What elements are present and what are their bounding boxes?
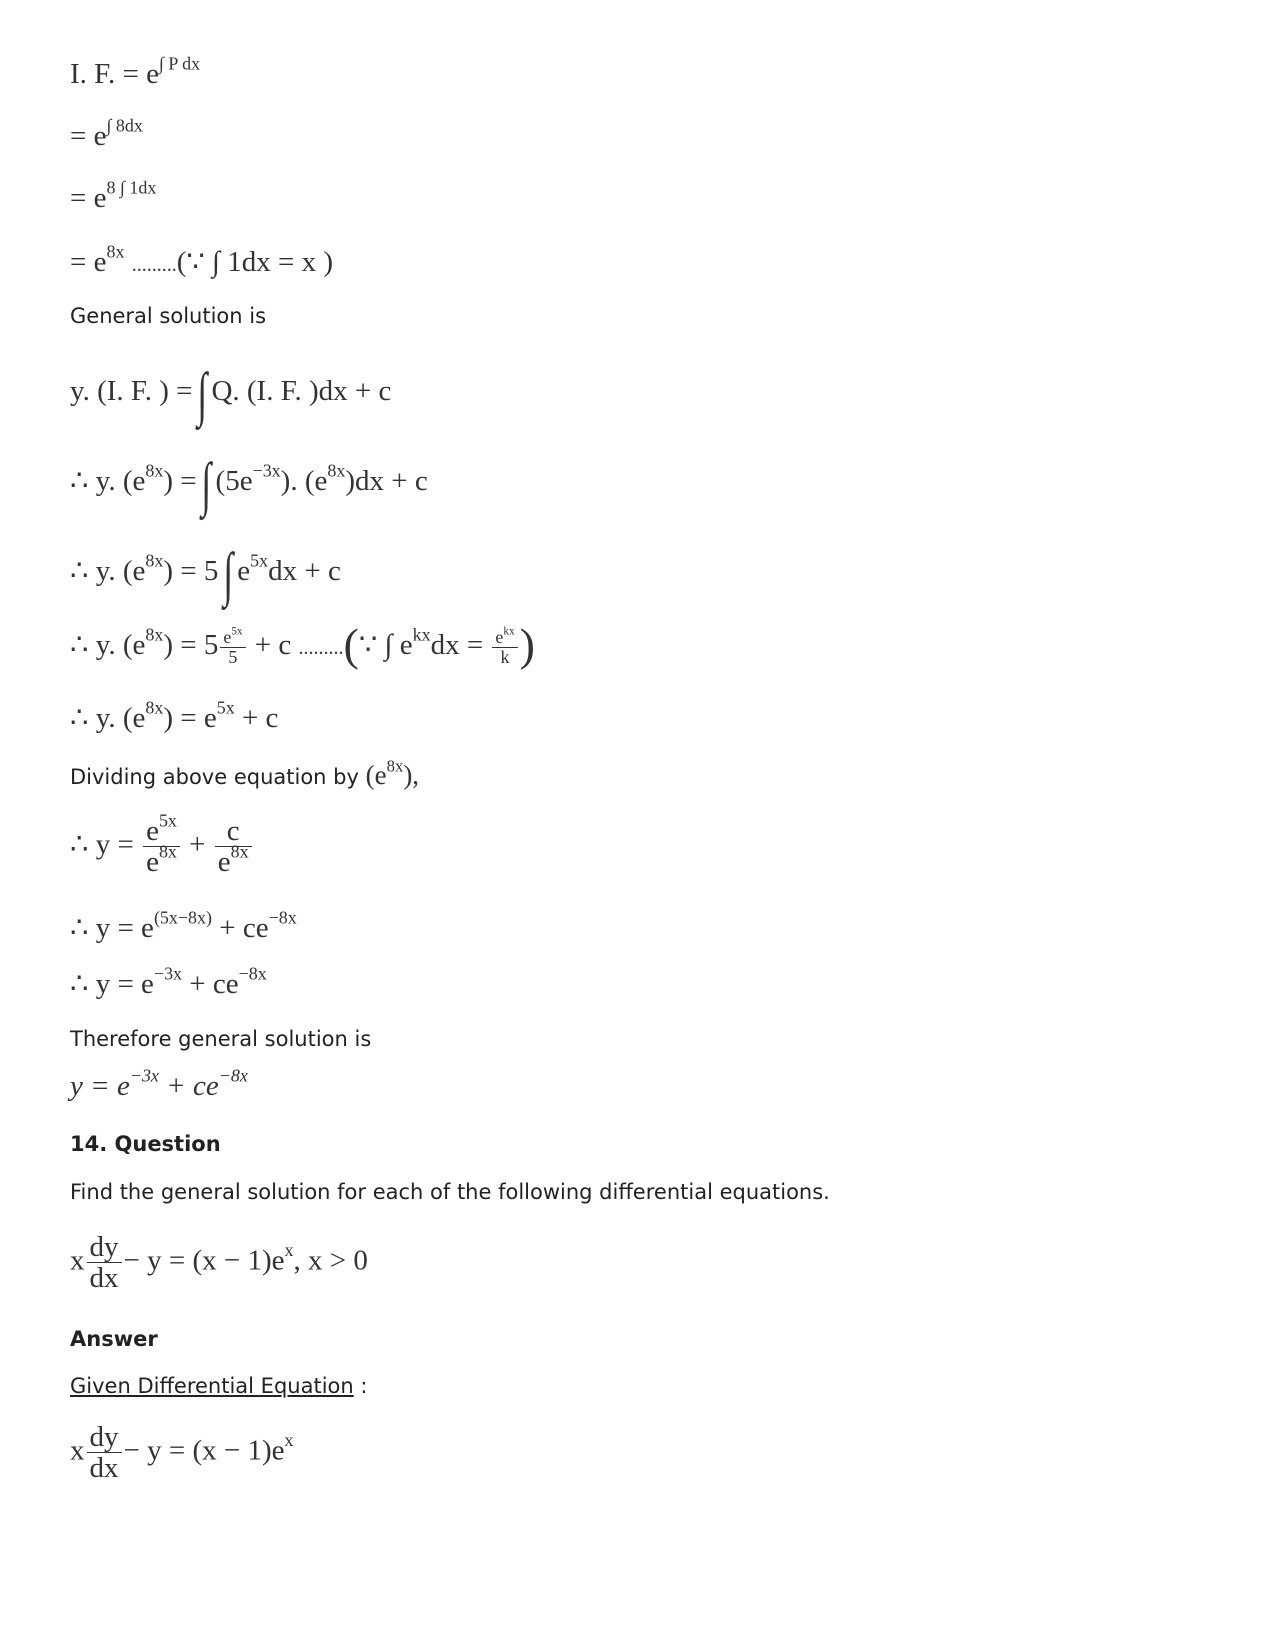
fraction <box>492 625 517 667</box>
eq7-mid: + ce <box>189 968 239 1000</box>
integral-symbol: ∫ <box>201 451 211 517</box>
integral-symbol: ∫ <box>222 541 233 607</box>
eq3-note-mid: dx = <box>430 629 484 661</box>
fraction <box>143 810 180 879</box>
if-definition <box>70 53 201 91</box>
eq5-f1-num-base: e <box>146 815 159 847</box>
eq3-plus-c: + c <box>254 629 292 661</box>
eq7-exp2: −8x <box>238 963 267 984</box>
final-mid: + ce <box>166 1070 219 1102</box>
given-eq-den: dx <box>89 1452 119 1485</box>
eq1-rhs-a: (5e <box>215 465 253 497</box>
eq2-lhs-post: ) = 5 <box>163 555 219 587</box>
question-heading: 14. Question <box>70 1132 221 1156</box>
therefore-symbol: ∴ <box>70 912 89 944</box>
question-eq-rest-exp: x <box>284 1240 294 1261</box>
eq3-note-frac-num-base: e <box>495 626 504 647</box>
eq1-rhs-b: ). (e <box>280 465 328 497</box>
eq1-rhs-a-exp: −3x <box>252 460 281 481</box>
given-eq-rest-exp: x <box>284 1430 294 1451</box>
therefore-symbol: ∴ <box>70 629 89 661</box>
answer-heading: Answer <box>70 1327 158 1351</box>
equation-5 <box>70 810 254 879</box>
dividing-math-post: ), <box>403 760 420 790</box>
step1-prefix: = e <box>70 120 107 152</box>
if-exponent: ∫ P dx <box>158 53 201 74</box>
fraction <box>220 625 245 667</box>
eq2-lhs-exp: 8x <box>145 550 164 571</box>
eq3-note-because: ∵ ∫ e <box>358 629 413 661</box>
final-exp2: −8x <box>218 1065 248 1086</box>
question-text: Find the general solution for each of the following differential equations. <box>70 1180 830 1204</box>
question-eq-den: dx <box>89 1262 119 1295</box>
eq2-rhs-a: e <box>237 555 251 587</box>
formula-line <box>70 360 391 429</box>
final-solution <box>70 1065 248 1103</box>
eq6-mid: + ce <box>219 912 269 944</box>
if-step-2 <box>70 177 157 215</box>
step3-exponent: 8x <box>106 241 125 262</box>
eq7-lhs: y = e <box>95 968 154 1000</box>
eq4-rhs-post: + c <box>241 702 279 734</box>
eq5-f2-num: c <box>215 816 252 847</box>
if-step-1 <box>70 115 143 153</box>
eq3-dots: ......... <box>298 637 344 659</box>
equation-1 <box>70 450 428 519</box>
therefore-symbol: ∴ <box>70 828 89 861</box>
eq1-lhs-exp: 8x <box>145 460 164 481</box>
eq3-note-close: ) <box>519 619 535 670</box>
therefore-symbol: ∴ <box>70 968 89 1000</box>
fraction <box>87 1422 122 1484</box>
eq6-exp1: (5x−8x) <box>153 907 212 928</box>
given-eq-num: dy <box>87 1422 122 1453</box>
if-step-3 <box>70 241 334 279</box>
eq3-lhs-pre: y. (e <box>95 629 146 661</box>
formula-rhs: Q. (I. F. )dx + c <box>211 375 392 407</box>
equation-6 <box>70 907 297 945</box>
eq5-f1-den-exp: 8x <box>158 841 177 862</box>
eq3-lhs-exp: 8x <box>145 624 164 645</box>
eq2-lhs-pre: y. (e <box>95 555 146 587</box>
given-eq-x: x <box>70 1434 85 1467</box>
general-solution-label: General solution is <box>70 304 267 328</box>
equation-4 <box>70 697 279 735</box>
fraction <box>215 816 252 878</box>
dividing-math <box>365 756 420 790</box>
if-label: I. F. = <box>70 58 139 90</box>
equation-2 <box>70 540 341 609</box>
eq5-f1-den-base: e <box>146 846 159 879</box>
therefore-symbol: ∴ <box>70 465 89 497</box>
eq5-f2-den-base: e <box>217 846 231 879</box>
question-eq-rest-a: − y = (x − 1)e <box>123 1244 285 1277</box>
therefore-symbol: ∴ <box>70 555 89 587</box>
question-equation <box>70 1232 368 1294</box>
eq3-note-exp: kx <box>412 624 431 645</box>
dividing-label-line <box>70 756 420 791</box>
given-label: Given Differential Equation <box>70 1374 354 1398</box>
if-base: e <box>146 58 159 90</box>
therefore-label: Therefore general solution is <box>70 1027 372 1051</box>
equation-7 <box>70 963 267 1001</box>
step3-dots: ......... <box>131 254 177 276</box>
step2-exponent: 8 ∫ 1dx <box>106 177 157 198</box>
eq1-rhs-c: )dx + c <box>345 465 428 497</box>
final-exp1: −3x <box>129 1065 159 1086</box>
eq3-lhs-post: ) = 5 <box>163 629 219 661</box>
eq3-frac-den: 5 <box>228 646 238 667</box>
given-line <box>70 1374 367 1398</box>
eq5-f2-den-exp: 8x <box>230 841 249 862</box>
integral-symbol: ∫ <box>197 361 207 427</box>
eq4-lhs-exp: 8x <box>145 697 164 718</box>
eq1-lhs-pre: y. (e <box>95 465 146 497</box>
therefore-symbol: ∴ <box>70 702 89 734</box>
eq6-lhs: y = e <box>95 912 154 944</box>
eq4-lhs-pre: y. (e <box>95 702 146 734</box>
final-lhs: y = e <box>70 1070 130 1102</box>
eq5-plus: + <box>189 828 206 861</box>
dividing-label: Dividing above equation by <box>70 765 359 789</box>
eq3-note-frac-num-exp: kx <box>503 625 515 638</box>
step3-note: (∵ ∫ 1dx = x ) <box>176 246 334 278</box>
question-eq-x: x <box>70 1244 85 1277</box>
eq5-lhs: y = <box>95 828 134 861</box>
eq3-frac-num-base: e <box>223 626 232 647</box>
formula-lhs: y. (I. F. ) = <box>70 375 193 407</box>
eq2-rhs-exp: 5x <box>250 550 269 571</box>
eq3-frac-num-exp: 5x <box>231 625 243 638</box>
given-eq-rest-a: − y = (x − 1)e <box>123 1434 285 1467</box>
dividing-math-pre: (e <box>365 760 387 790</box>
eq6-exp2: −8x <box>268 907 297 928</box>
step2-prefix: = e <box>70 182 107 214</box>
eq7-exp1: −3x <box>153 963 183 984</box>
step1-exponent: ∫ 8dx <box>106 115 143 136</box>
equation-3 <box>70 618 535 671</box>
given-equation <box>70 1422 294 1484</box>
eq3-note-frac-den: k <box>500 646 510 667</box>
question-eq-rest-b: , x > 0 <box>293 1244 368 1277</box>
fraction <box>87 1232 122 1294</box>
eq2-rhs-b: dx + c <box>268 555 341 587</box>
eq4-lhs-post: ) = e <box>163 702 217 734</box>
eq3-note-open: ( <box>343 619 359 670</box>
eq4-rhs-exp: 5x <box>216 697 235 718</box>
eq1-lhs-post: ) = <box>163 465 197 497</box>
given-colon: : <box>353 1374 368 1398</box>
step3-prefix: = e <box>70 246 107 278</box>
dividing-math-exp: 8x <box>386 756 404 776</box>
question-eq-num: dy <box>87 1232 122 1263</box>
eq5-f1-num-exp: 5x <box>158 810 177 831</box>
eq1-rhs-b-exp: 8x <box>327 460 346 481</box>
